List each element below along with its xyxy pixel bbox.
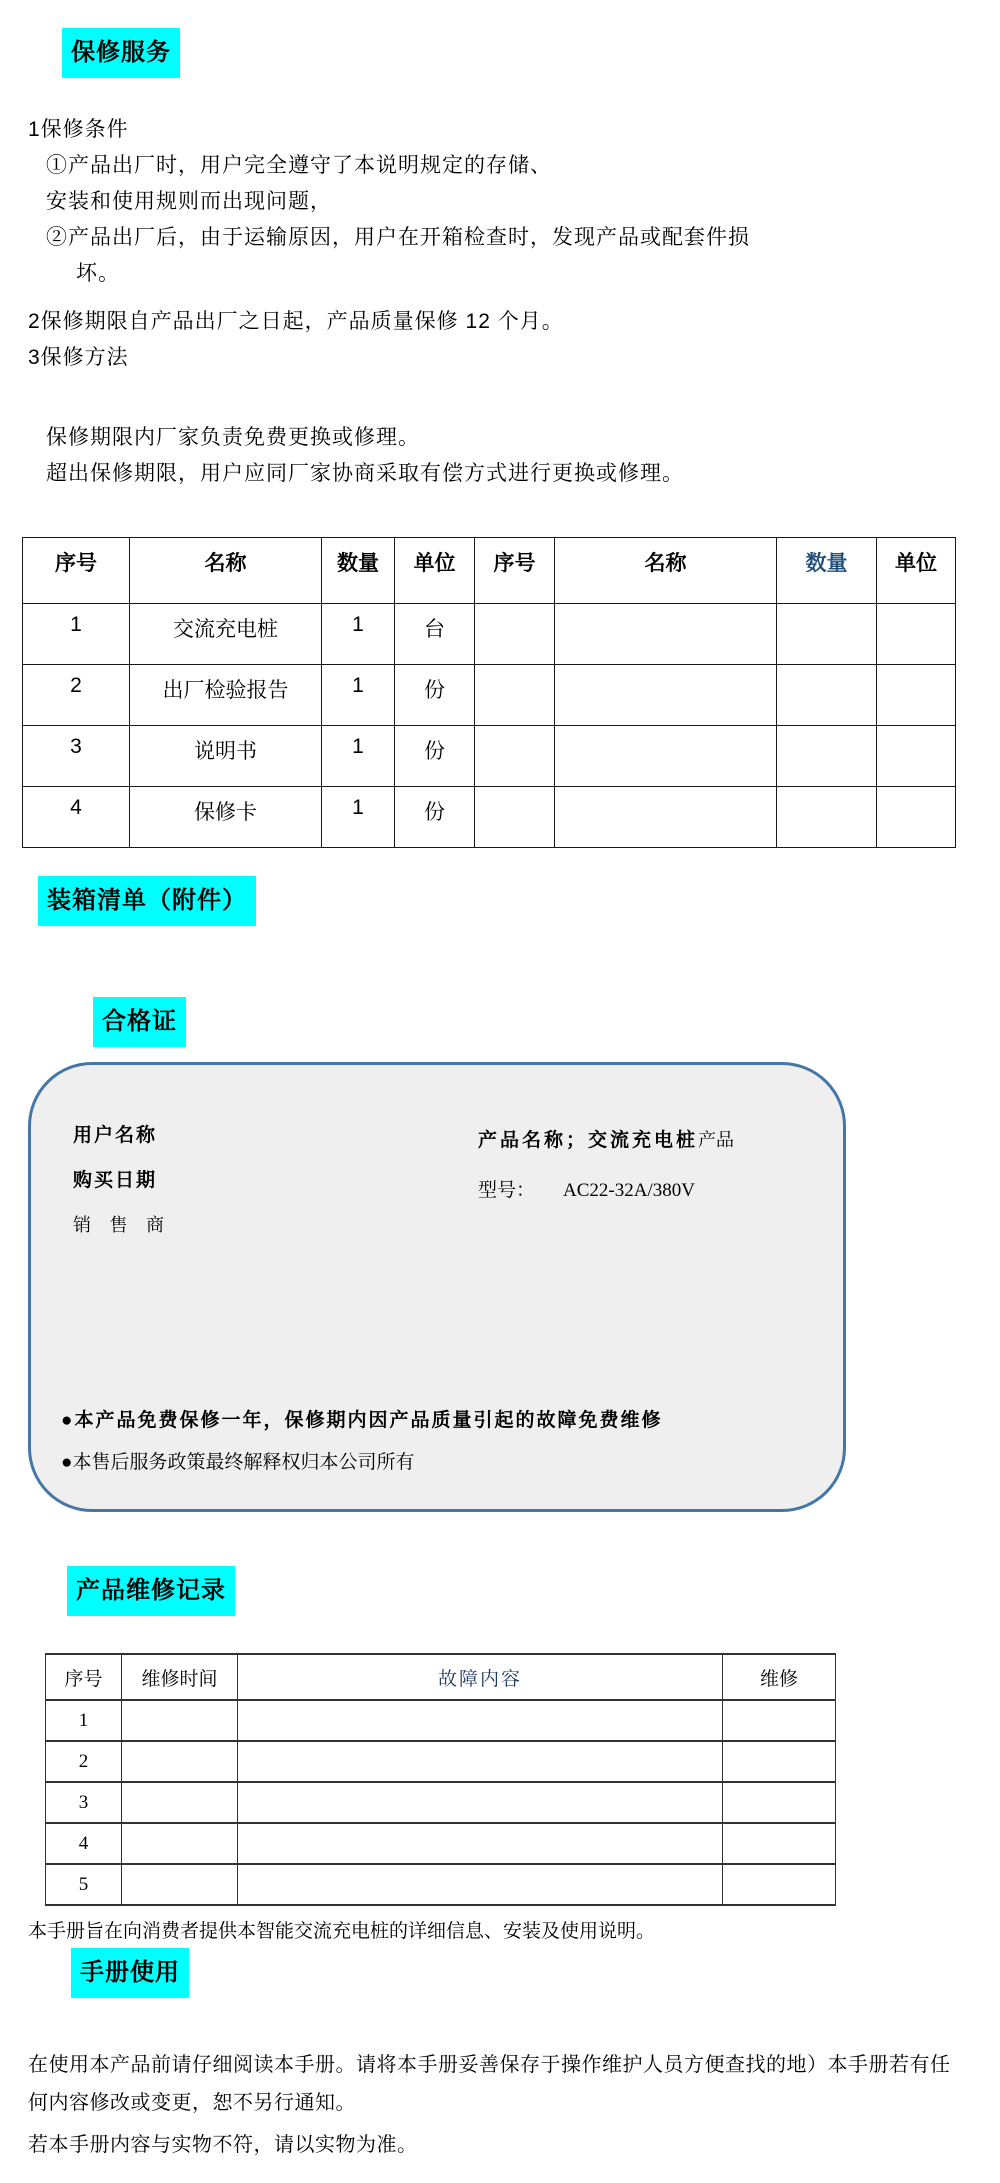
warranty-terms — [28, 112, 958, 492]
repair-header-row — [46, 1654, 836, 1700]
packing-cell: 份 — [395, 726, 475, 787]
repair-header-fault: 故障内容 — [238, 1654, 723, 1700]
cert-product-suffix: 产品 — [698, 1130, 735, 1150]
repair-cell — [723, 1782, 836, 1823]
warranty-line: 2保修期限自产品出厂之日起，产品质量保修 12 个月。 — [28, 310, 564, 333]
warranty-line: 坏。 — [76, 262, 120, 285]
repair-row — [46, 1741, 836, 1782]
cert-product-name — [478, 1125, 734, 1152]
cert-bullet-warranty: ●本产品免费保修一年，保修期内因产品质量引起的故障免费维修 — [61, 1410, 663, 1431]
packing-cell: 1 — [322, 787, 395, 848]
repair-cell: 1 — [46, 1700, 122, 1741]
packing-cell: 3 — [23, 726, 130, 787]
packing-cell — [475, 665, 555, 726]
packing-cell: 2 — [23, 665, 130, 726]
repair-cell — [238, 1782, 723, 1823]
repair-cell — [723, 1864, 836, 1905]
repair-cell — [238, 1741, 723, 1782]
manual-intro-note: 本手册旨在向消费者提供本智能交流充电桩的详细信息、安装及使用说明。 — [28, 1921, 656, 1942]
packing-cell: 说明书 — [130, 726, 322, 787]
repair-cell: 2 — [46, 1741, 122, 1782]
cert-product-label: 产品名称；交流充电桩 — [478, 1130, 699, 1151]
heading-packing-list: 装箱清单（附件） — [38, 876, 256, 926]
warranty-line: ②产品出厂后，由于运输原因，用户在开箱检查时，发现产品或配套件损 — [46, 226, 750, 249]
repair-cell: 5 — [46, 1864, 122, 1905]
packing-cell — [555, 726, 777, 787]
packing-cell — [877, 787, 956, 848]
usage-paragraph — [28, 2046, 968, 2164]
packing-cell — [877, 726, 956, 787]
repair-cell — [723, 1700, 836, 1741]
packing-cell: 1 — [322, 665, 395, 726]
warranty-line: 3保修方法 — [28, 346, 129, 369]
usage-line: 在使用本产品前请仔细阅读本手册。请将本手册妥善保存于操作维护人员方便查找的地）本手册若有任 — [28, 2054, 951, 2076]
packing-cell: 出厂检验报告 — [130, 665, 322, 726]
certificate-box — [28, 1062, 846, 1512]
packing-header-name: 名称 — [130, 538, 322, 604]
repair-cell: 4 — [46, 1823, 122, 1864]
repair-cell — [723, 1823, 836, 1864]
cert-model-label: 型号： — [478, 1180, 536, 1201]
packing-header-qty: 数量 — [322, 538, 395, 604]
packing-cell — [475, 787, 555, 848]
warranty-line: ①产品出厂时，用户完全遵守了本说明规定的存储、 — [46, 154, 552, 177]
usage-line: 若本手册内容与实物不符，请以实物为准。 — [28, 2134, 418, 2156]
cert-user-label: 用户名称 — [73, 1125, 158, 1146]
packing-cell: 1 — [23, 604, 130, 665]
packing-cell: 1 — [322, 726, 395, 787]
packing-row — [23, 787, 956, 848]
repair-record-table — [45, 1653, 836, 1906]
repair-row — [46, 1700, 836, 1741]
packing-cell — [555, 787, 777, 848]
repair-header-index: 序号 — [46, 1654, 122, 1700]
packing-header-unit2: 单位 — [877, 538, 956, 604]
packing-cell — [777, 726, 877, 787]
packing-cell — [777, 787, 877, 848]
warranty-line: 安装和使用规则而出现问题， — [46, 190, 332, 213]
cert-purchase-label: 购买日期 — [73, 1170, 158, 1191]
packing-cell: 1 — [322, 604, 395, 665]
packing-header-row — [23, 538, 956, 604]
packing-header-unit: 单位 — [395, 538, 475, 604]
cert-bullet-policy: ●本售后服务政策最终解释权归本公司所有 — [61, 1452, 415, 1473]
packing-row — [23, 604, 956, 665]
packing-header-qty2: 数量 — [777, 538, 877, 604]
repair-cell — [238, 1823, 723, 1864]
packing-list-table — [22, 537, 956, 848]
packing-cell — [877, 665, 956, 726]
packing-cell: 保修卡 — [130, 787, 322, 848]
repair-cell — [122, 1700, 238, 1741]
packing-header-index2: 序号 — [475, 538, 555, 604]
cert-model — [478, 1175, 695, 1202]
packing-cell — [555, 604, 777, 665]
repair-cell — [238, 1864, 723, 1905]
packing-cell — [777, 604, 877, 665]
packing-cell: 台 — [395, 604, 475, 665]
packing-row — [23, 665, 956, 726]
packing-cell — [475, 726, 555, 787]
heading-certificate: 合格证 — [93, 997, 186, 1047]
packing-cell: 交流充电桩 — [130, 604, 322, 665]
warranty-line: 1保修条件 — [28, 118, 129, 141]
repair-cell — [122, 1782, 238, 1823]
warranty-line: 保修期限内厂家负责免费更换或修理。 — [46, 426, 420, 449]
packing-cell — [877, 604, 956, 665]
warranty-line: 超出保修期限，用户应同厂家协商采取有偿方式进行更换或修理。 — [46, 462, 684, 485]
repair-header-time: 维修时间 — [122, 1654, 238, 1700]
packing-cell — [555, 665, 777, 726]
heading-warranty-service: 保修服务 — [62, 28, 180, 78]
packing-cell — [475, 604, 555, 665]
packing-header-name2: 名称 — [555, 538, 777, 604]
cert-seller-label: 销 售 商 — [73, 1215, 171, 1235]
heading-repair-record: 产品维修记录 — [67, 1566, 235, 1616]
repair-cell — [122, 1864, 238, 1905]
packing-cell: 4 — [23, 787, 130, 848]
usage-line: 何内容修改或变更，恕不另行通知。 — [28, 2092, 356, 2114]
repair-header-repair: 维修 — [723, 1654, 836, 1700]
repair-cell — [723, 1741, 836, 1782]
repair-cell — [122, 1823, 238, 1864]
cert-model-value: AC22-32A/380V — [563, 1180, 695, 1201]
repair-cell — [122, 1741, 238, 1782]
packing-cell: 份 — [395, 665, 475, 726]
heading-manual-use: 手册使用 — [71, 1948, 189, 1998]
repair-row — [46, 1823, 836, 1864]
packing-row — [23, 726, 956, 787]
packing-cell: 份 — [395, 787, 475, 848]
packing-header-index: 序号 — [23, 538, 130, 604]
packing-cell — [777, 665, 877, 726]
repair-row — [46, 1864, 836, 1905]
repair-row — [46, 1782, 836, 1823]
repair-cell — [238, 1700, 723, 1741]
repair-cell: 3 — [46, 1782, 122, 1823]
